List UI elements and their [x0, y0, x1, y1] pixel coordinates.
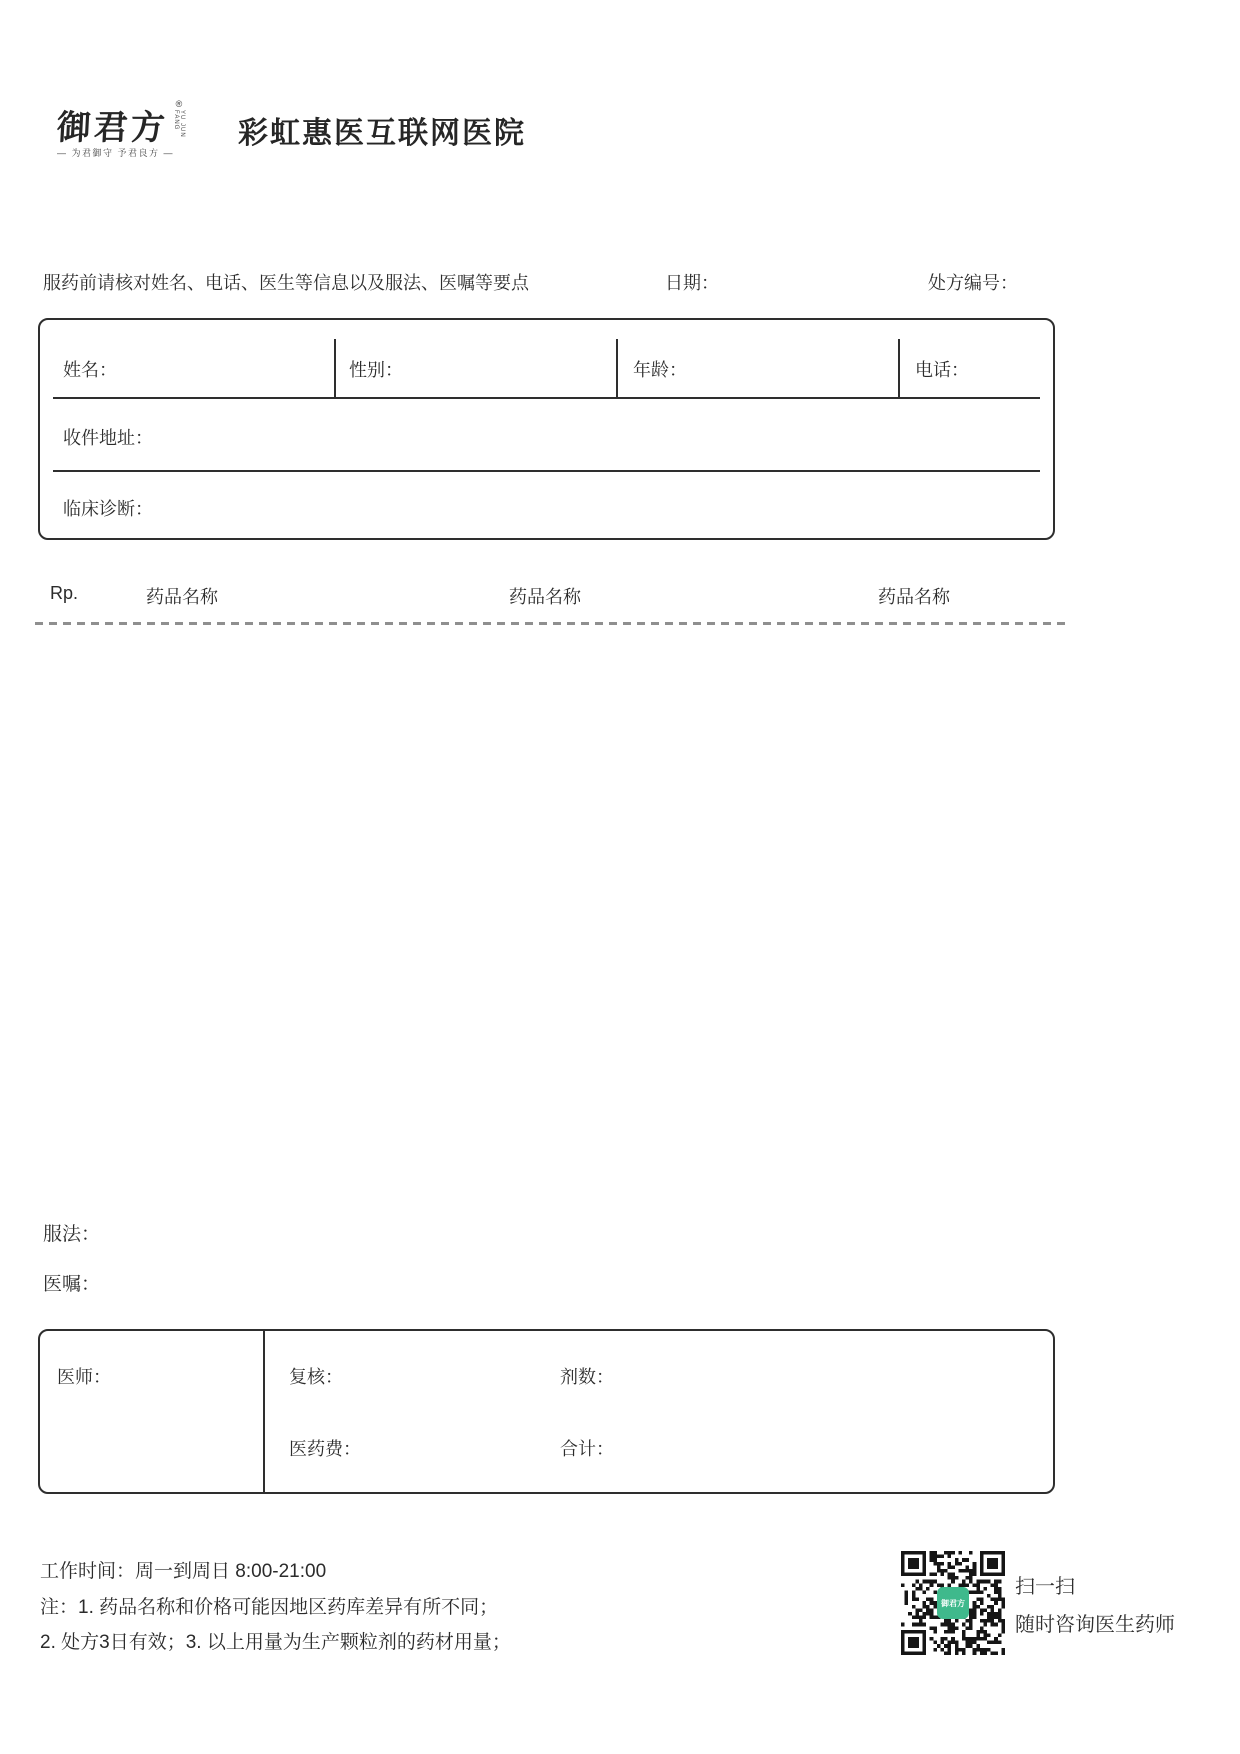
reviewer-label: 复核：: [289, 1367, 343, 1387]
name-label: 姓名：: [63, 360, 117, 380]
scan-subcaption: 随时咨询医生药师: [1015, 1614, 1175, 1636]
rp-label: Rp.: [50, 583, 79, 603]
total-label: 合计：: [560, 1439, 614, 1459]
column-divider: [898, 339, 900, 397]
doctor-label: 医师：: [57, 1367, 111, 1387]
date-label: 日期：: [665, 273, 719, 293]
signature-box: [38, 1329, 1055, 1494]
usage-label: 服法：: [43, 1224, 101, 1245]
column-divider: [616, 339, 618, 397]
working-hours-text: 工作时间：周一到周日 8:00-21:00: [40, 1561, 327, 1582]
hospital-title: 彩虹惠医互联网医院: [238, 116, 526, 151]
note-line-2: 2. 处方3日有效；3. 以上用量为生产颗粒剂的药材用量；: [40, 1632, 511, 1653]
drug-column-header: 药品名称: [878, 587, 950, 607]
dashed-divider: [35, 622, 1065, 625]
logo-side-marks: [173, 100, 185, 144]
column-divider: [263, 1331, 265, 1492]
address-label: 收件地址：: [63, 428, 153, 448]
advice-label: 医嘱：: [43, 1274, 101, 1295]
diagnosis-label: 临床诊断：: [63, 499, 153, 519]
column-divider: [334, 339, 336, 397]
rx-number-label: 处方编号：: [928, 273, 1018, 293]
row-divider: [53, 397, 1040, 399]
gender-label: 性别：: [349, 360, 403, 380]
scan-caption: 扫一扫: [1015, 1576, 1075, 1598]
phone-label: 电话：: [915, 360, 969, 380]
dose-count-label: 剂数：: [560, 1367, 614, 1387]
drug-column-header: 药品名称: [146, 587, 218, 607]
qr-center-logo: 御君方: [937, 1587, 969, 1619]
age-label: 年龄：: [633, 360, 687, 380]
row-divider: [53, 470, 1040, 472]
patient-info-box: [38, 318, 1055, 540]
registered-mark-icon: ®: [175, 99, 183, 109]
drug-column-header: 药品名称: [509, 587, 581, 607]
note-line-1: 注：1. 药品名称和价格可能因地区药库差异有所不同；: [40, 1597, 499, 1618]
logo-vertical-text: YU JUN FANG: [173, 110, 185, 138]
logo-text: 御君方: [55, 108, 169, 148]
check-reminder-text: 服药前请核对姓名、电话、医生等信息以及服法、医嘱等要点: [43, 273, 529, 293]
logo-tagline: — 为君御守 予君良方 —: [57, 148, 175, 158]
medicine-fee-label: 医药费：: [289, 1439, 361, 1459]
